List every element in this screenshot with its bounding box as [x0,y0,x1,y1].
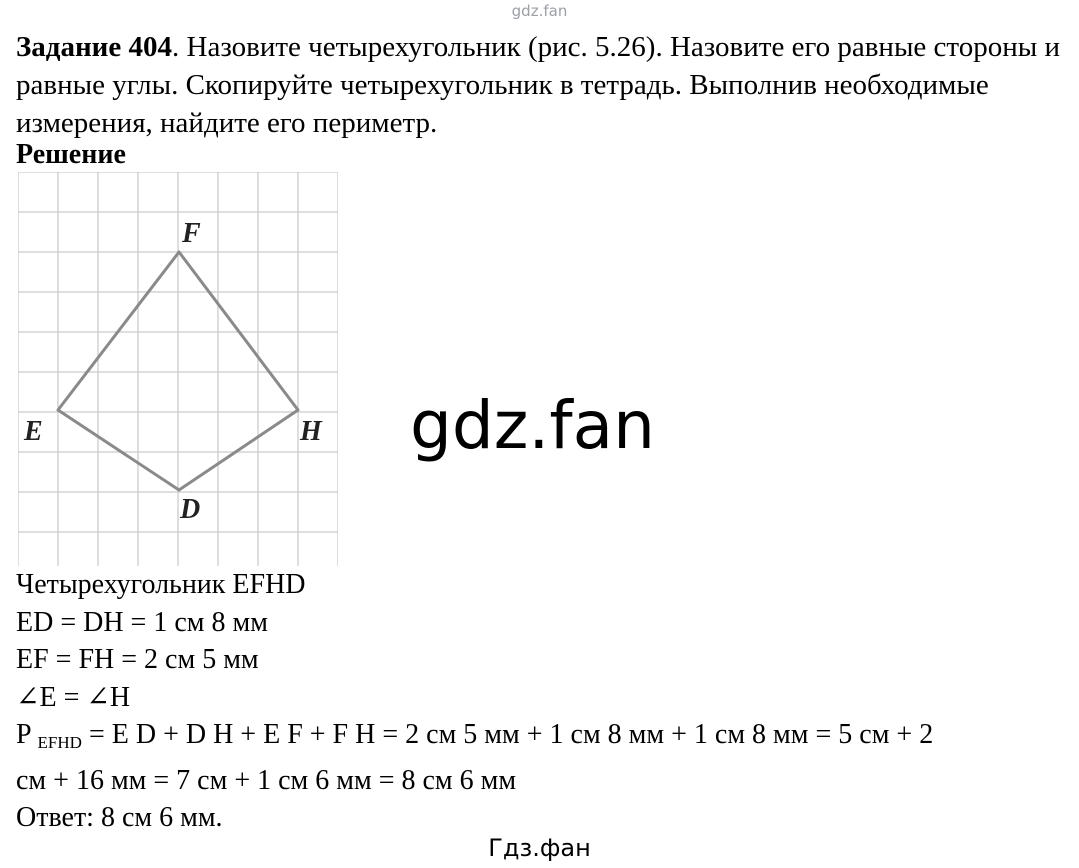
solution-line-4: ∠E = ∠H [16,681,131,713]
vertex-label-h: H [300,416,322,447]
solution-line-5 [16,716,1076,762]
grid-figure-svg [18,172,338,566]
solution-line-6: см + 16 мм = 7 см + 1 см 6 мм = 8 см 6 мм [16,764,517,796]
watermark-top: gdz.fan [511,2,568,20]
solution-line-1: Четырехугольник EFHD [16,569,306,600]
solution-line-7: Ответ: 8 см 6 мм. [16,802,223,833]
vertex-label-d: D [180,494,201,525]
solution-heading: Решение [16,139,126,170]
vertex-label-e: E [24,416,43,447]
footer-watermark: Гдз.фан [488,834,591,862]
perimeter-subscript: EFHD [37,733,82,752]
grid-lines [18,172,338,566]
watermark-center: gdz.fan [410,387,655,464]
solution-line-2: ED = DH = 1 см 8 мм [16,606,268,638]
vertex-label-f: F [182,218,201,249]
solution-line-3: EF = FH = 2 см 5 мм [16,644,259,675]
task-statement [16,28,1066,142]
perimeter-expression: = E D + D H + E F + F H = 2 см 5 мм + 1 см 8 мм + 1 см 8 мм = 5 см + 2 [81,719,934,750]
perimeter-symbol: P [16,719,31,750]
task-text: . Назовите четырехугольник (рис. 5.26). Назовите его равные стороны и равные углы. Скопируйте четырехугольник в тетрадь. Выполнив необходимые измерения, найдите его периметр. [16,31,1060,139]
task-number: Задание 404 [16,31,173,63]
quadrilateral-figure [18,172,338,566]
solution-body [16,566,1076,837]
